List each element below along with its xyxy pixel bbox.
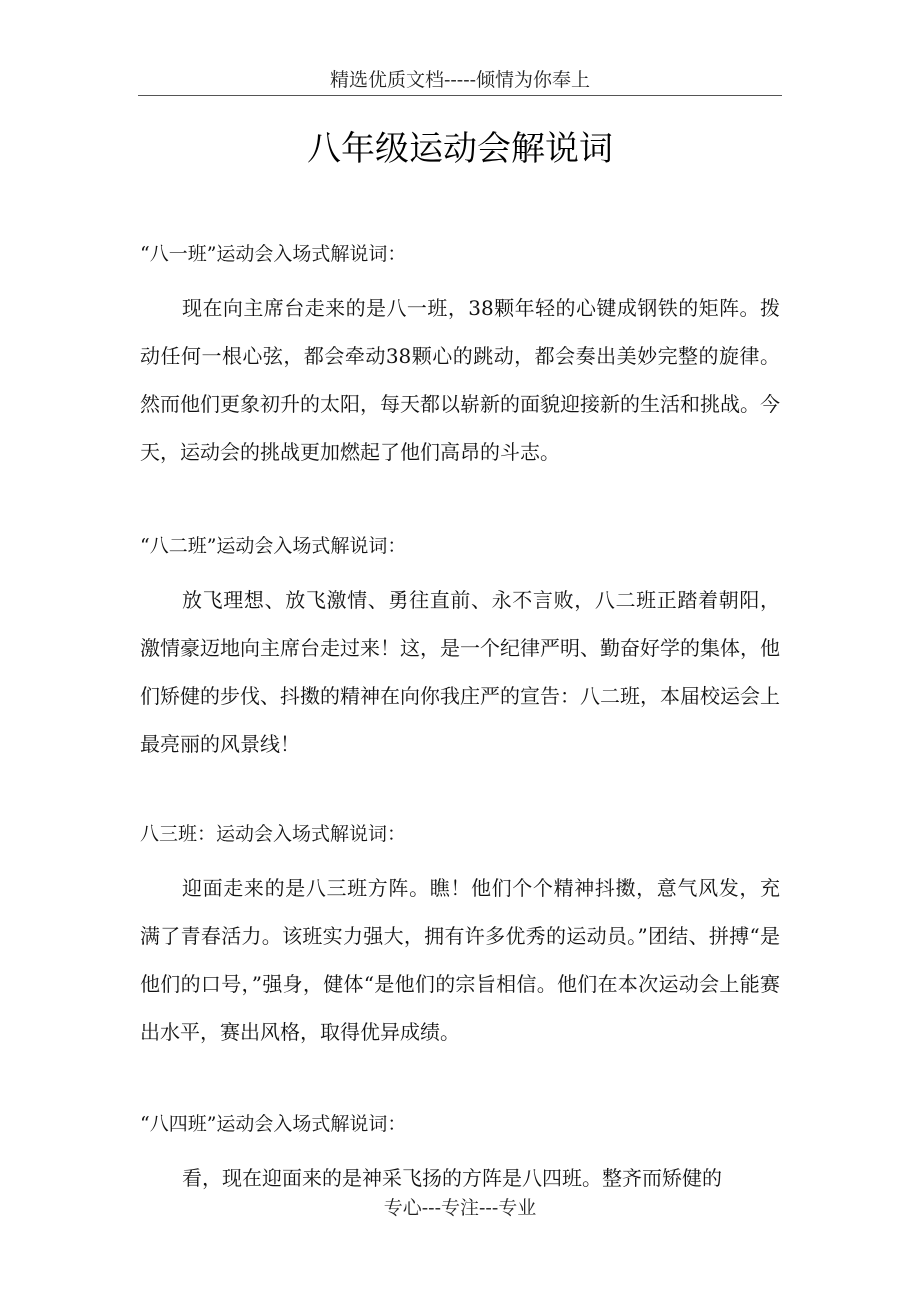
section-class-8-4 xyxy=(140,1110,780,1202)
section-paragraph: 看，现在迎面来的是神采飞扬的方阵是八四班。整齐而矫健的 xyxy=(182,1166,722,1190)
section-heading: “八四班”运动会入场式解说词： xyxy=(140,1113,407,1135)
page-footer: 专心---专注---专业 xyxy=(383,1197,537,1219)
section-heading: “八一班”运动会入场式解说词： xyxy=(140,243,407,265)
section-class-8-1 xyxy=(140,240,780,476)
section-heading: “八二班”运动会入场式解说词： xyxy=(140,535,407,557)
document-title: 八年级运动会解说词 xyxy=(307,129,613,169)
section-class-8-2 xyxy=(140,532,780,768)
header-text: 精选优质文档-----倾情为你奉上 xyxy=(329,69,591,91)
section-paragraph: 现在向主席台走来的是八一班，38颗年轻的心键成钢铁的矩阵。拨动任何一根心弦，都会牵动38颗心的跳动，都会奏出美妙完整的旋律。然而他们更象初升的太阳，每天都以崭新的面貌迎接新的生活和挑战。今天，运动会的挑战更加燃起了他们高昂的斗志。 xyxy=(140,296,780,464)
section-heading: 八三班：运动会入场式解说词： xyxy=(140,823,407,845)
section-paragraph: 迎面走来的是八三班方阵。瞧！他们个个精神抖擞，意气风发，充满了青春活力。该班实力强大，拥有许多优秀的运动员。”团结、拼搏“是他们的口号，”强身，健体“是他们的宗旨相信。他们在本次运动会上能赛出水平，赛出风格，取得优异成绩。 xyxy=(140,876,780,1044)
section-paragraph: 放飞理想、放飞激情、勇往直前、永不言败，八二班正踏着朝阳，激情豪迈地向主席台走过来！这，是一个纪律严明、勤奋好学的集体，他们矫健的步伐、抖擞的精神在向你我庄严的宣告：八二班，本届校运会上最亮丽的风景线！ xyxy=(140,588,780,756)
section-class-8-3 xyxy=(140,820,780,1056)
header-divider xyxy=(138,95,782,96)
